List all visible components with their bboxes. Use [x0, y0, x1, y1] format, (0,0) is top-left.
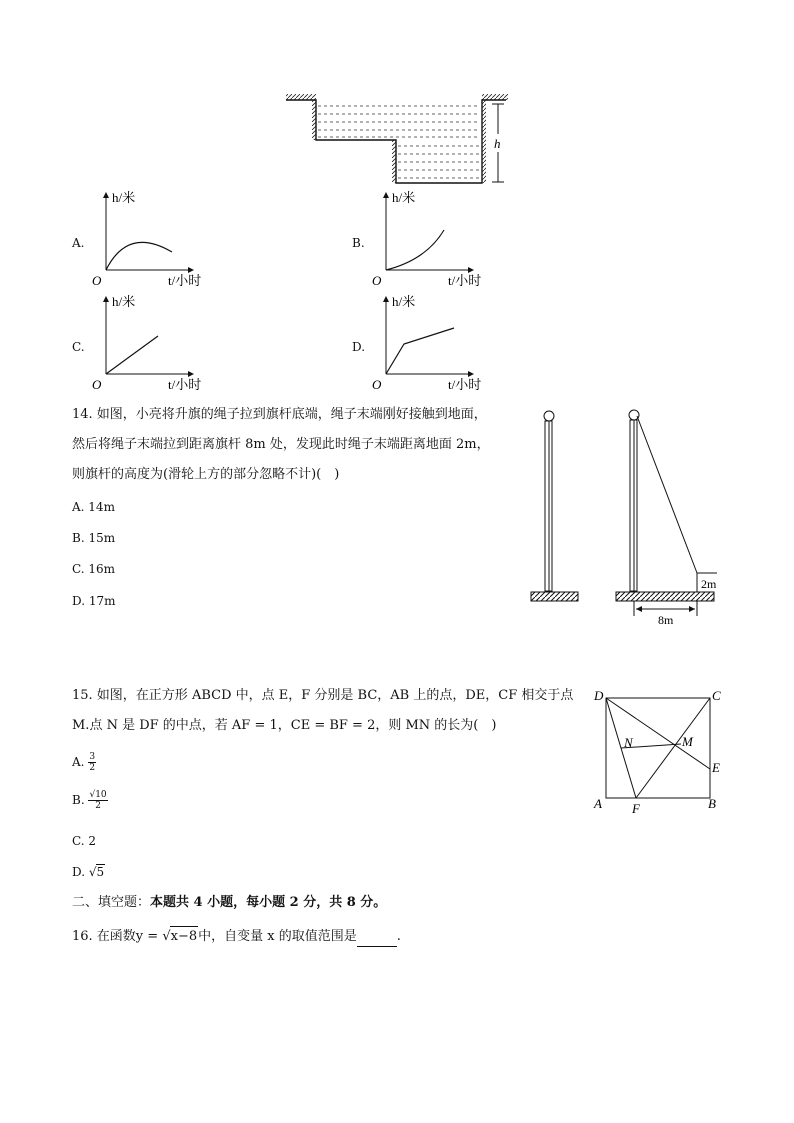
- q14-line2: 然后将绳子末端拉到距离旗杆 8m 处，发现此时绳子末端距离地面 2m，: [72, 437, 490, 452]
- section2-desc: 本题共 4 小题，每小题 2 分，共 8 分。: [150, 895, 387, 910]
- q15-option-a-num: 3: [89, 752, 96, 762]
- pool-figure: [280, 90, 510, 190]
- graph-c-origin: O: [92, 377, 102, 392]
- option-c-label: C.: [72, 340, 85, 354]
- q14-option-d: D. 17m: [72, 594, 116, 608]
- option-a-label: A.: [72, 236, 85, 250]
- label-8m: 8m: [658, 613, 674, 627]
- q14-option-a: A. 14m: [72, 500, 115, 514]
- line-c: [106, 336, 158, 374]
- graph-b-xlabel: t/小时: [448, 273, 482, 288]
- sqrt-sign: √: [88, 865, 97, 879]
- option-b-label: B.: [352, 236, 365, 250]
- graph-b-ylabel: h/米: [392, 190, 416, 205]
- pool-h-label: h: [494, 136, 501, 151]
- q15-option-c: C. 2: [72, 834, 97, 848]
- q15-option-b-fraction: [88, 790, 107, 811]
- pt-F: F: [632, 801, 640, 816]
- graph-a-ylabel: h/米: [112, 190, 136, 205]
- graph-c-xlabel: t/小时: [168, 377, 202, 392]
- curve-a: [106, 242, 172, 270]
- q15-option-a-den: 2: [89, 763, 96, 773]
- pt-A: A: [594, 796, 602, 811]
- q15-option-d: [72, 864, 105, 879]
- pt-M: M: [682, 734, 693, 749]
- q15-option-b-den: 2: [95, 801, 101, 811]
- graph-d: [368, 294, 518, 394]
- section2-prefix: 二、填空题：: [72, 895, 151, 910]
- section2-heading: [72, 893, 386, 913]
- pt-B: B: [708, 796, 716, 811]
- pt-N: N: [624, 735, 633, 750]
- graph-b-origin: O: [372, 273, 382, 288]
- q14-line3: 则旗杆的高度为(滑轮上方的部分忽略不计)( ): [72, 467, 340, 482]
- graph-a-origin: O: [92, 273, 102, 288]
- graph-a-xlabel: t/小时: [168, 273, 202, 288]
- q14-line1: 14. 如图，小亮将升旗的绳子拉到旗杆底端，绳子末端刚好接触到地面，: [72, 407, 487, 422]
- q15-option-a-fraction: [88, 752, 96, 773]
- q15-option-b: [72, 790, 108, 811]
- graph-b: [368, 190, 518, 290]
- q15-option-a: [72, 752, 96, 773]
- q16-end: .: [396, 929, 401, 944]
- q15-line1: 15. 如图，在正方形 ABCD 中，点 E，F 分别是 BC，AB 上的点，DE，CF 相交于点: [72, 688, 574, 703]
- graph-d-origin: O: [372, 377, 382, 392]
- curve-b: [386, 230, 444, 270]
- q16-before: 16. 在函数y =: [72, 929, 163, 944]
- q15-option-d-label: D.: [72, 865, 86, 879]
- q15-option-b-label: B.: [72, 793, 85, 807]
- q16-after: 中，自变量 x 的取值范围是: [198, 929, 357, 944]
- pt-E: E: [712, 760, 720, 775]
- q15-option-a-label: A.: [72, 755, 85, 769]
- q15-option-b-num: √10: [89, 790, 107, 800]
- q15-line2: M.点 N 是 DF 的中点，若 AF = 1，CE = BF = 2，则 MN 的长为( ): [72, 718, 497, 733]
- q15-option-d-radicand: 5: [96, 865, 105, 879]
- q16: [72, 926, 401, 947]
- sqrt-sign-q16: √: [162, 929, 171, 944]
- square-figure: [590, 686, 725, 816]
- graph-c-ylabel: h/米: [112, 294, 136, 309]
- graph-d-xlabel: t/小时: [448, 377, 482, 392]
- label-2m: 2m: [701, 577, 717, 591]
- q14-option-c: C. 16m: [72, 562, 116, 576]
- graph-c: [88, 294, 238, 394]
- q14-option-b: B. 15m: [72, 531, 116, 545]
- pt-C: C: [712, 688, 721, 703]
- option-d-label: D.: [352, 340, 366, 354]
- line-d: [386, 328, 454, 374]
- graph-a: [88, 190, 238, 290]
- q16-radicand: x−8: [170, 926, 199, 947]
- q16-answer-blank[interactable]: [357, 932, 397, 947]
- flagpole-figure: [525, 402, 725, 627]
- graph-d-ylabel: h/米: [392, 294, 416, 309]
- pt-D: D: [594, 688, 604, 703]
